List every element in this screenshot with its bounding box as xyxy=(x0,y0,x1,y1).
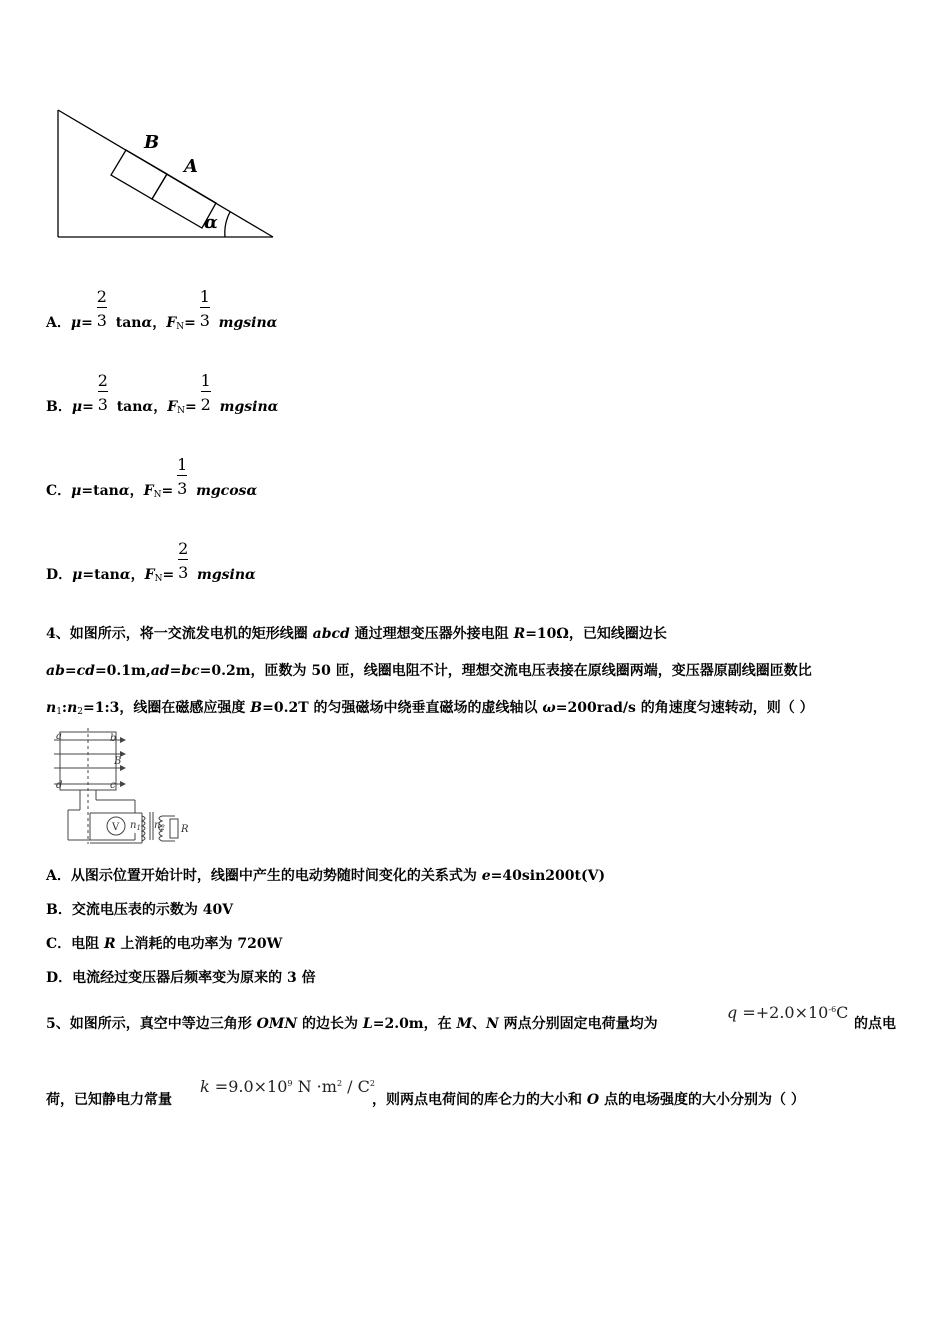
q4-option-d[interactable]: D．电流经过变压器后频率变为原来的 3 倍 xyxy=(46,970,316,986)
charge-formula: $q =+2.0\times 10^{-6}C$ xyxy=(727,1003,849,1022)
label-resistor: R xyxy=(181,824,189,835)
fraction: $\frac{1}{3}$ xyxy=(177,455,188,498)
q3-option-a[interactable]: A．μ= $\frac{2}{3}$ tanα，$F_N=$ $\frac{1}{3}$ mgsinα xyxy=(46,287,278,332)
q3-option-c[interactable]: C．μ=tanα，$F_N=$ $\frac{1}{3}$ mgcosα xyxy=(46,455,258,500)
label-c: c xyxy=(110,780,116,791)
label-b: B xyxy=(144,132,160,153)
label-d: d xyxy=(56,780,63,791)
label-alpha: α xyxy=(204,212,218,233)
fraction: $\frac{2}{3}$ xyxy=(96,287,107,330)
q4-option-c[interactable]: C．电阻 R 上消耗的电功率为 720W xyxy=(46,936,283,952)
incline-figure xyxy=(50,100,290,250)
q5-stem-line-1-end: 的点电 xyxy=(854,1016,896,1032)
fraction: $\frac{1}{2}$ xyxy=(200,371,211,414)
fraction: $\frac{2}{3}$ xyxy=(97,371,108,414)
block-b xyxy=(111,150,167,199)
q4-stem-line-3: $n_1:n_2=1:3$，线圈在磁感应强度 B=0.2T 的匀强磁场中绕垂直磁场的虚线轴以 ω=200rad/s 的角速度匀速转动，则（ ） xyxy=(46,700,814,717)
label-b-corner: b xyxy=(110,733,117,744)
label-n1: $n_1$ xyxy=(130,820,141,832)
q5-stem-line-2-start: 荷，已知静电力常量 xyxy=(46,1092,172,1108)
label-a: A xyxy=(184,156,198,177)
q3-option-b[interactable]: B．μ= $\frac{2}{3}$ tanα，$F_N=$ $\frac{1}{2}$ mgsinα xyxy=(46,371,279,416)
q4-stem-line-2: ab=cd=0.1m,ad=bc=0.2m，匝数为 50 匝，线圈电阻不计，理想交流电压表接在原线圈两端，变压器原副线圈匝数比 xyxy=(46,663,812,679)
q4-option-b[interactable]: B．交流电压表的示数为 40V xyxy=(46,902,234,918)
voltmeter-label: V xyxy=(112,822,120,833)
fraction: $\frac{2}{3}$ xyxy=(178,539,189,582)
q5-stem-line-2-end: ，则两点电荷间的库仑力的大小和 O 点的电场强度的大小分别为（ ） xyxy=(372,1092,805,1108)
resistor xyxy=(170,819,178,838)
label-a: a xyxy=(56,731,62,742)
coulomb-constant-formula: $k =9.0\times 10^9$ $N \cdot m^2 / C^2$ xyxy=(200,1077,375,1096)
q4-option-a[interactable]: A．从图示位置开始计时，线圈中产生的电动势随时间变化的关系式为 e=40sin200t(V) xyxy=(46,868,606,884)
label-field-b: B xyxy=(114,756,122,767)
label-n2: $n_2$ xyxy=(154,820,165,832)
fraction: $\frac{1}{3}$ xyxy=(199,287,210,330)
q5-stem-line-1: 5、如图所示，真空中等边三角形 OMN 的边长为 L=2.0m，在 M、N 两点分别固定电荷量均为 xyxy=(46,1016,658,1032)
angle-arc xyxy=(225,212,230,237)
q3-option-d[interactable]: D．μ=tanα，$F_N=$ $\frac{2}{3}$ mgsinα xyxy=(46,539,256,584)
generator-circuit-figure xyxy=(50,728,200,850)
q4-stem-line-1: 4、如图所示，将一交流发电机的矩形线圈 abcd 通过理想变压器外接电阻 R=10Ω，已知线圈边长 xyxy=(46,626,667,642)
